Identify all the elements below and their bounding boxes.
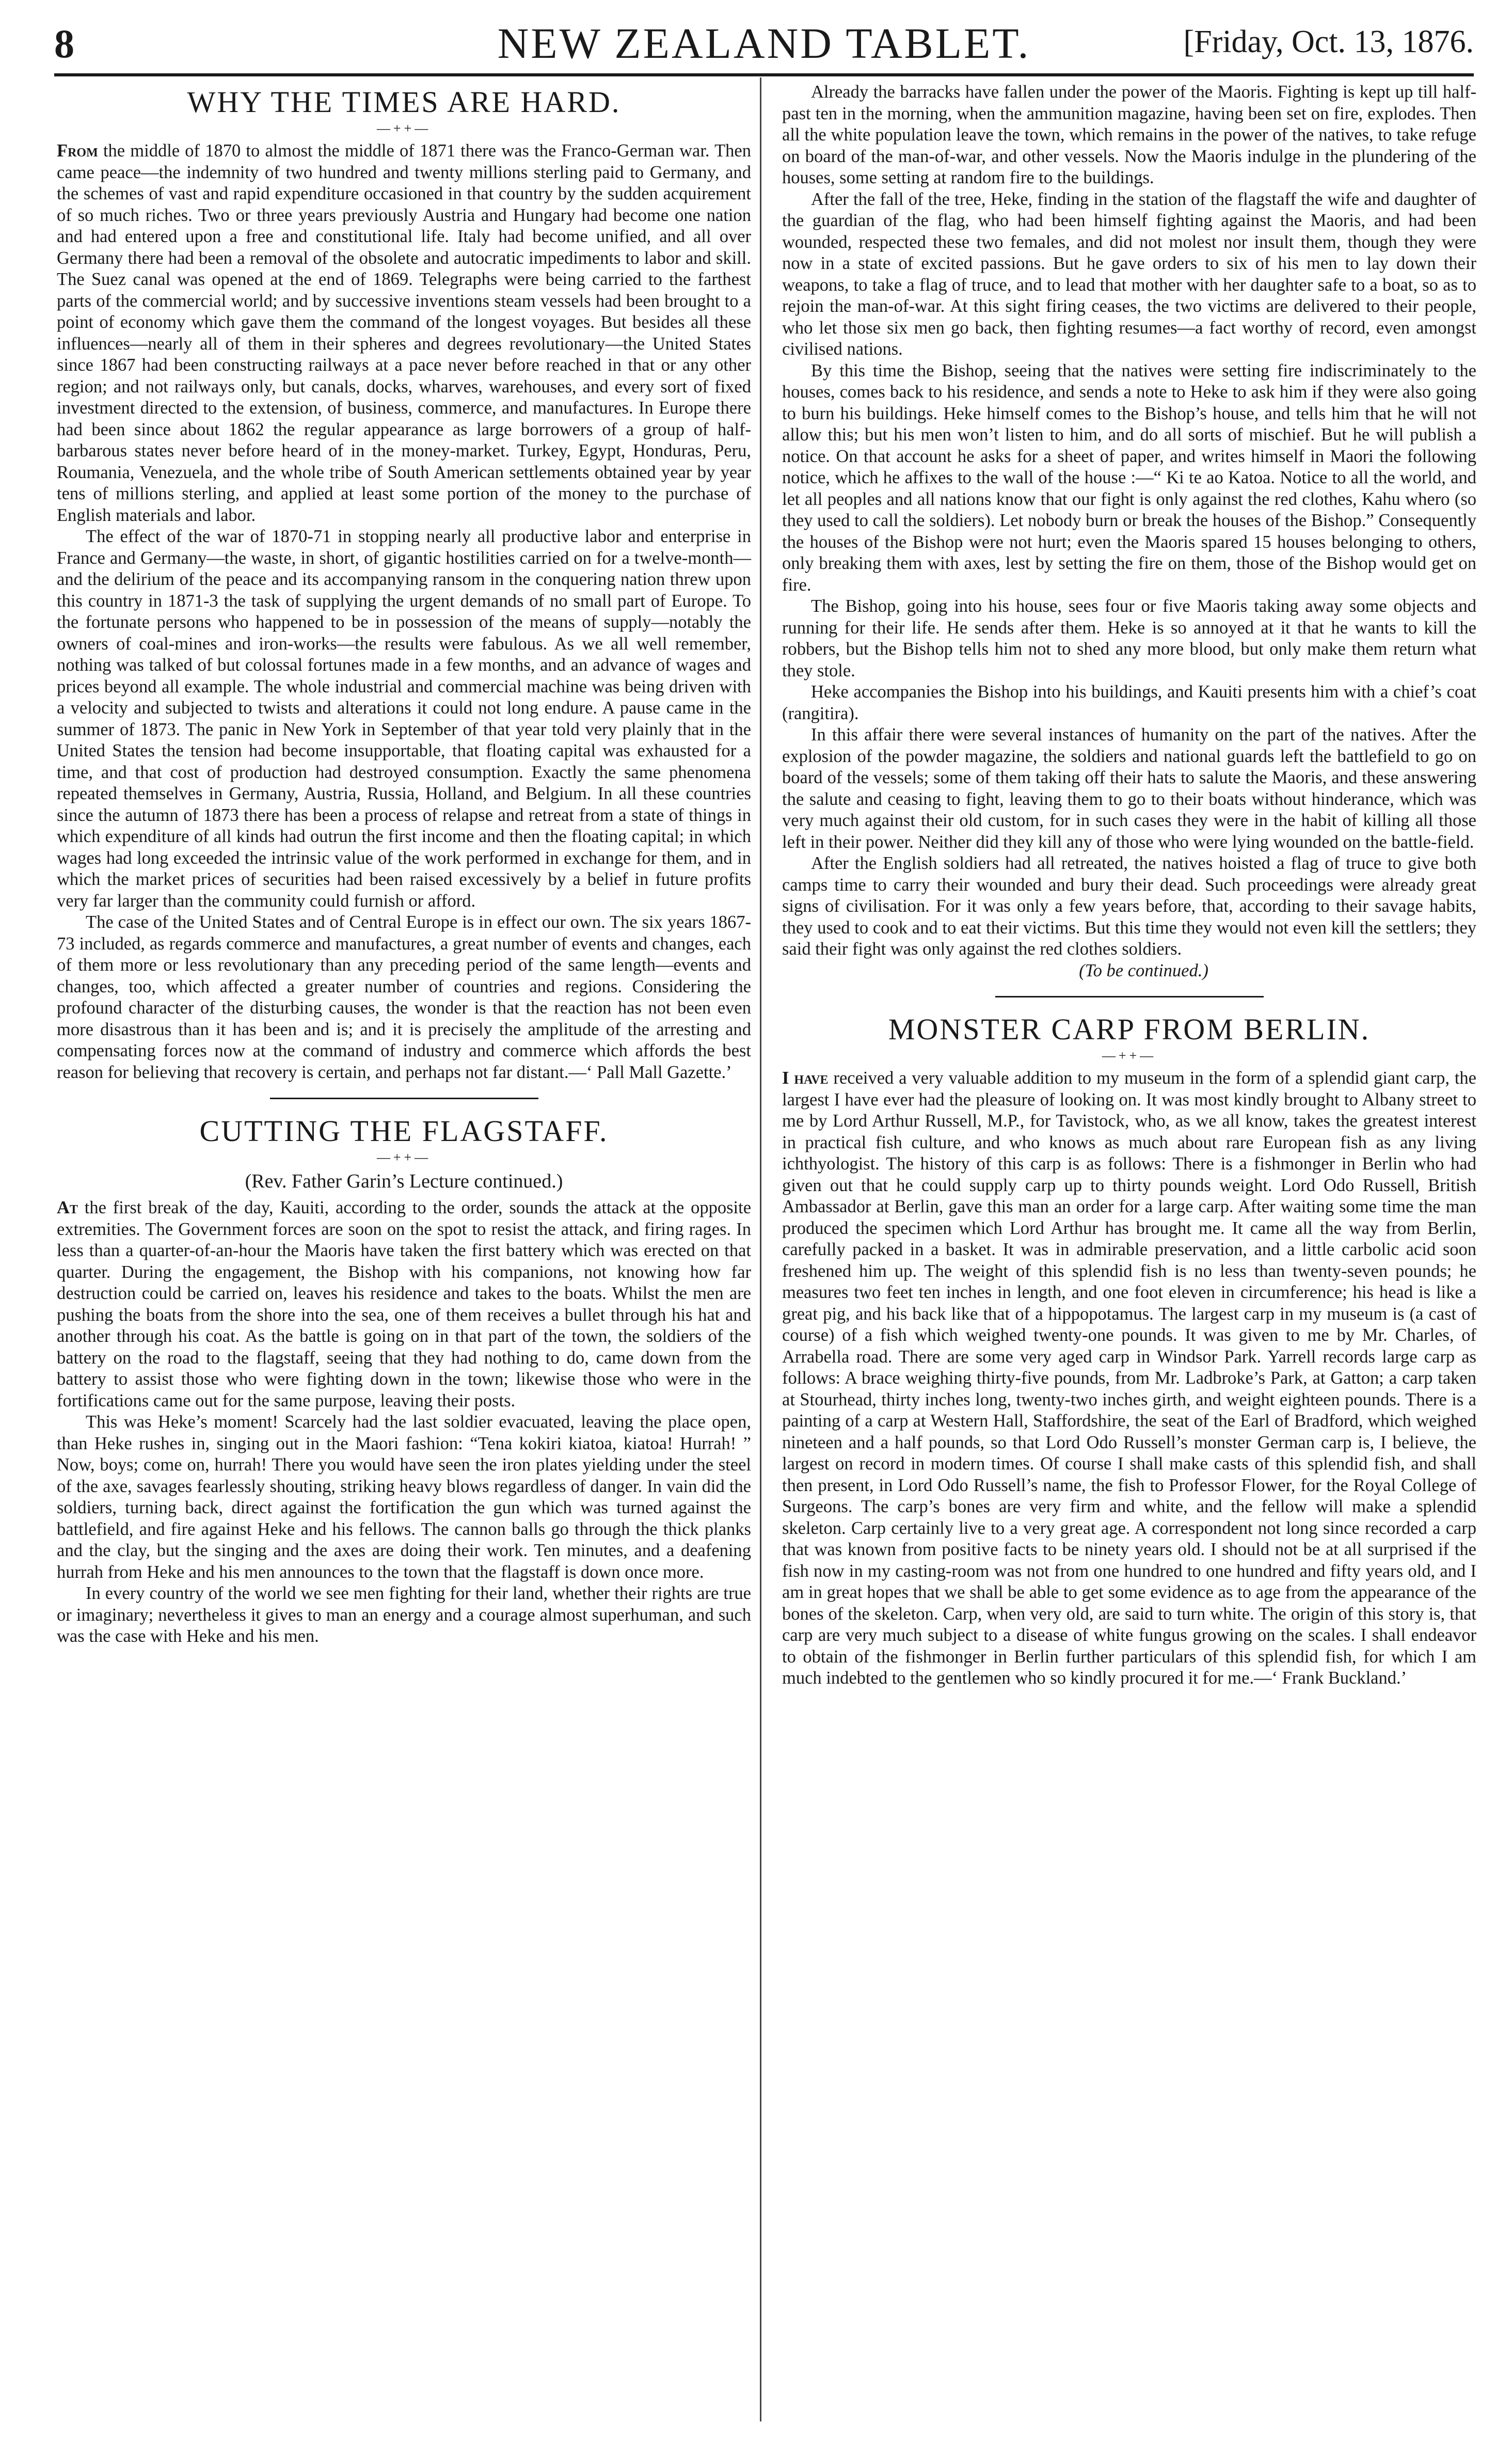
heading-ornament: —++— — [376, 1150, 432, 1165]
right-column — [782, 82, 1476, 1689]
article-paragraph: The Bishop, going into his house, sees four or five Maoris taking away some objects and running for their life. He sends after them. Heke is so annoyed at it that he wants to kill the robbers, but the Bishop tells him not to shed any more blood, but only make them return what they stole. — [782, 596, 1476, 680]
drop-word: At — [57, 1198, 78, 1217]
article-paragraph: I have received a very valuable addition to my museum in the form of a splendid giant carp, the largest I have ever had the pleasure of looking on. It was most kindly brought to Albany street to me by Lord Arthur Russell, M.P., for Tavistock, who, as we all know, takes the greatest interest in practical fish culture, and who knows as much about rare European fish as any living ichthyologist. The history of this carp is as follows: There is a fishmonger in Berlin who had given out that he could supply carp up to thirty pounds weight. Lord Odo Russell, British Ambassador at Berlin, gave this man an order for a large carp. After waiting some time the man produced the specimen which Lord Arthur has brought me. It came all the way from Berlin, carefully packed in a basket. It was in admirable preservation, and a little carbolic acid soon freshened him up. The weight of this splendid fish is no less than twenty-seven pounds; he measures two feet ten inches in length, and one foot eleven in circumference; his head is like a great pig, and his back like that of a hippopotamus. The largest carp in my museum is (a cast of course) of a fish which weighed twenty-one pounds. It was given to me by Mr. Charles, of Arrabella road. There are some very aged carp in Windsor Park. Yarrell records large carp as follows: A brace weighing thirty-five pounds, from Mr. Ladbroke’s Park, at Gatton; a carp taken at Stourhead, thirty inches long, twenty-two inches girth, and weight eighteen pounds. There is a painting of a carp at Western Hall, Staffordshire, the seat of the Earl of Bradford, which weighed nineteen and a half pounds, so that Lord Odo Russell’s monster German carp is, I believe, the largest on record in modern times. Of course I shall make casts of this splendid fish, and shall then present, in Lord Odo Russell’s name, the fish to Professor Flower, for the Royal College of Surgeons. The carp’s bones are very firm and white, and the fellow will make a splendid skeleton. Carp certainly live to a very great age. A correspondent not long since recorded a carp that was known from positive facts to be ninety years old. I should not be at all surprised if the fish now in my casting-room was not from one hundred to one hundred and fifty years old, and I am in great hopes that we shall be able to get some evidence as to age from the appearance of the bones of the skeleton. Carp, when very old, are said to turn white. The origin of this story is, that carp are very much subject to a disease of white fungus growing on the scales. I shall endeavor to obtain of the fishmonger in Berlin further particulars of this splendid fish, for which I am much indebted to the gentlemen who so kindly procured it for me.—‘ Frank Buckland.’ — [782, 1068, 1476, 1688]
newspaper-title: NEW ZEALAND TABLET. — [497, 20, 1031, 68]
section-divider — [270, 1098, 538, 1099]
section-divider — [995, 996, 1264, 997]
article-paragraph: By this time the Bishop, seeing that the natives were setting fire indiscriminately to the houses, comes back to his residence, and sends a note to Heke to ask him if they were also going to burn his buildings. Heke himself comes to the Bishop’s house, and tells him that he will not allow this; but his men won’t listen to him, and do all sorts of mischief. But he will publish a notice. On that account he asks for a sheet of paper, and writes himself in Maori the following notice, which he affixes to the wall of the house :—“ Ki te ao Katoa. Notice to all the world, and let all peoples and all nations know that our fight is only against the red clothes, Kahu whero (so they used to call the soldiers). Let nobody burn or break the houses of the Bishop.” Consequently the houses of the Bishop were not hurt; even the Maoris spared 15 houses belonging to others, only breaking them with axes, lest by setting the fire on them, those of the Bishop would get on fire. — [782, 360, 1476, 595]
masthead — [54, 11, 1474, 76]
issue-date: [Friday, Oct. 13, 1876. — [1183, 24, 1474, 59]
article-paragraph: After the English soldiers had all retreated, the natives hoisted a flag of truce to give both camps time to carry their wounded and bury their dead. Such proceedings were already great signs of civilisation. For it was only a few years before, that, according to their savage habits, they used to cook and to eat their victims. But this time they would not even kill the settlers; they said their fight was only against the red clothes soldiers. — [782, 853, 1476, 959]
drop-word: I have — [782, 1068, 829, 1088]
article-paragraph: The effect of the war of 1870-71 in stopping nearly all productive labor and enterprise in France and Germany—the waste, in short, of gigantic hostilities carried on for a twelve-month—and the delirium of the peace and its accompanying ransom in the conquering nation threw upon this country in 1871-3 the task of supplying the urgent demands of no small part of Europe. To the fortunate persons who happened to be in possession of the means of supply—notably the owners of coal-mines and iron-works—the results were fabulous. As we all well remember, nothing was talked of but colossal fortunes made in a few months, and an advance of wages and prices beyond all example. The whole industrial and commercial machine was being driven with a velocity and subjected to twists and alterations it could not long endure. A pause came in the summer of 1873. The panic in New York in September of that year told very plainly that in the United States the tension had become insupportable, that floating capital was exhausted for a time, and that cost of production had destroyed consumption. Exactly the same phenomena repeated themselves in Germany, Austria, Russia, Holland, and Belgium. In all these countries since the autumn of 1873 there has been a process of relapse and retreat from a state of things in which expenditure of all kinds had outrun the first income and then the floating capital; in which wages had long exceeded the intrinsic value of the work performed in exchange for them, and in which the market prices of securities had been raised excessively by a belief in future profits very far larger than the community could furnish or afford. — [57, 527, 751, 911]
continued-note: (To be continued.) — [1079, 960, 1208, 980]
article-paragraph: Already the barracks have fallen under the power of the Maoris. Fighting is kept up till half-past ten in the morning, when the ammunition magazine, having been set on fire, explodes. Then all the white population leave the town, which remains in the power of the natives, to take refuge on board of the man-of-war, and other vessels. Now the Maoris indulge in the plundering of the houses, some setting at random fire to the buildings. — [782, 82, 1476, 187]
article-heading-carp: MONSTER CARP FROM BERLIN. — [888, 1012, 1371, 1046]
article-paragraph: From the middle of 1870 to almost the middle of 1871 there was the Franco-German war. Then came peace—the indemnity of two hundred and twenty millions sterling paid to Germany, and the schemes of vast and rapid expenditure occasioned in that country by the sudden acquirement of so much riches. Two or three years previously Austria and Hungary had become one nation and had entered upon a free and constitutional life. Italy had become unified, and all over Germany there had been a removal of the obsolete and autocratic impediments to labor and skill. The Suez canal was opened at the end of 1869. Telegraphs were being carried to the farthest parts of the commercial world; and by successive inventions steam vessels had been brought to a point of economy which gave them the command of the longest voyages. But besides all these influences—nearly all of them in their spheres and degrees revolutionary—the United States since 1867 had been constructing railways at a pace never before reached in that or any other region; and not railways only, but canals, docks, wharves, warehouses, and every sort of fixed investment directed to the extension, of business, commerce, and manufactures. In Europe there had been since about 1862 the regular appearance as large borrowers of a group of half-barbarous states never before heard of in the money-market. Turkey, Egypt, Honduras, Peru, Roumania, Venezuela, and the whole tribe of South American settlements obtained year by year tens of millions sterling, and applied at least some portion of the money to the purchase of English materials and labor. — [57, 141, 751, 525]
article-paragraph: The case of the United States and of Central Europe is in effect our own. The six years 1867-73 included, as regards commerce and manufactures, a great number of events and changes, each of them more or less revolutionary than any preceding period of the same length—events and changes, too, which affected a greater number of countries and regions. Considering the profound character of the disturbing causes, the wonder is that the reaction has not been even more disastrous than it has been and is; and it is precisely the amplitude of the arresting and compensating forces now at the command of industry and commerce which affords the best reason for believing that recovery is certain, and perhaps not far distant.—‘ Pall Mall Gazette.’ — [57, 912, 751, 1082]
article-heading-flagstaff: CUTTING THE FLAGSTAFF. — [199, 1114, 609, 1148]
heading-ornament: —++— — [1102, 1048, 1157, 1063]
page-number: 8 — [54, 21, 74, 66]
article-subheading: (Rev. Father Garin’s Lecture continued.) — [245, 1170, 563, 1192]
drop-word: From — [57, 141, 98, 161]
article-paragraph: This was Heke’s moment! Scarcely had the last soldier evacuated, leaving the place open, than Heke rushes in, singing out in the Maori fashion: “Tena kokiri kiatoa, kiatoa! Hurrah! ” Now, boys; come on, hurrah! There you would have seen the iron plates yielding under the steel of the axe, savages fearlessly shouting, striking heavy blows regardless of danger. In vain did the soldiers, turning back, direct against the fortification the gun which was turned against the battlefield, and fire against Heke and his fellows. The cannon balls go through the thick planks and the clay, but the singing and the axes are doing their work. Ten minutes, and a deafening hurrah from Heke and his men announces to the town that the flagstaff is down once more. — [57, 1412, 751, 1582]
article-paragraph: At the first break of the day, Kauiti, according to the order, sounds the attack at the opposite extremities. The Government forces are soon on the spot to resist the attack, and firing rages. In less than a quarter-of-an-hour the Maoris have taken the first battery which was erected on that quarter. During the engagement, the Bishop with his companions, not knowing how far destruction could be carried on, leaves his residence and takes to the boats. Whilst the men are pushing the boats from the shore into the sea, one of them receives a bullet through his hat and another through his coat. As the battle is going on in that part of the town, the soldiers of the battery on the road to the flagstaff, seeing that they had nothing to do, came down from the battery to assist those who were fighting down in the town; likewise those who were in the fortifications came out for the same purpose, leaving their posts. — [57, 1198, 752, 1411]
article-paragraph: After the fall of the tree, Heke, finding in the station of the flagstaff the wife and daughter of the guardian of the flag, who had been himself fighting against the Maoris, and had been wounded, respected these two females, and did not molest nor insult them, though they were now in a state of excited passions. But he gave orders to six of his men to lay down their weapons, to take a flag of truce, and to lead that mother with her daughter safe to a boat, so as to rejoin the man-of-war. At this sight firing ceases, the two victims are delivered to their people, who let those six men go back, then fighting resumes—a fact worthy of record, even amongst civilised nations. — [782, 189, 1476, 359]
article-paragraph: Heke accompanies the Bishop into his buildings, and Kauiti presents him with a chief’s coat (rangitira). — [782, 682, 1476, 723]
article-heading-times-hard: WHY THE TIMES ARE HARD. — [187, 85, 621, 119]
heading-ornament: —++— — [376, 121, 432, 136]
column-divider — [760, 77, 761, 2421]
article-paragraph: In this affair there were several instances of humanity on the part of the natives. After the explosion of the powder magazine, the soldiers and national guards left the battlefield to go on board of the vessels; some of them taking off their hats to salute the Maoris, and these answering the salute and ceasing to fight, leaving them to go to their boats without hinderance, which was very much against their old custom, for in such cases they were in the habit of killing all those left in their power. Neither did they kill any of those who were lying wounded on the battle-field. — [782, 725, 1476, 852]
article-paragraph: In every country of the world we see men fighting for their land, whether their rights are true or imaginary; nevertheless it gives to man an energy and a courage almost superhuman, and such was the case with Heke and his men. — [57, 1583, 751, 1646]
left-column — [57, 82, 751, 1648]
